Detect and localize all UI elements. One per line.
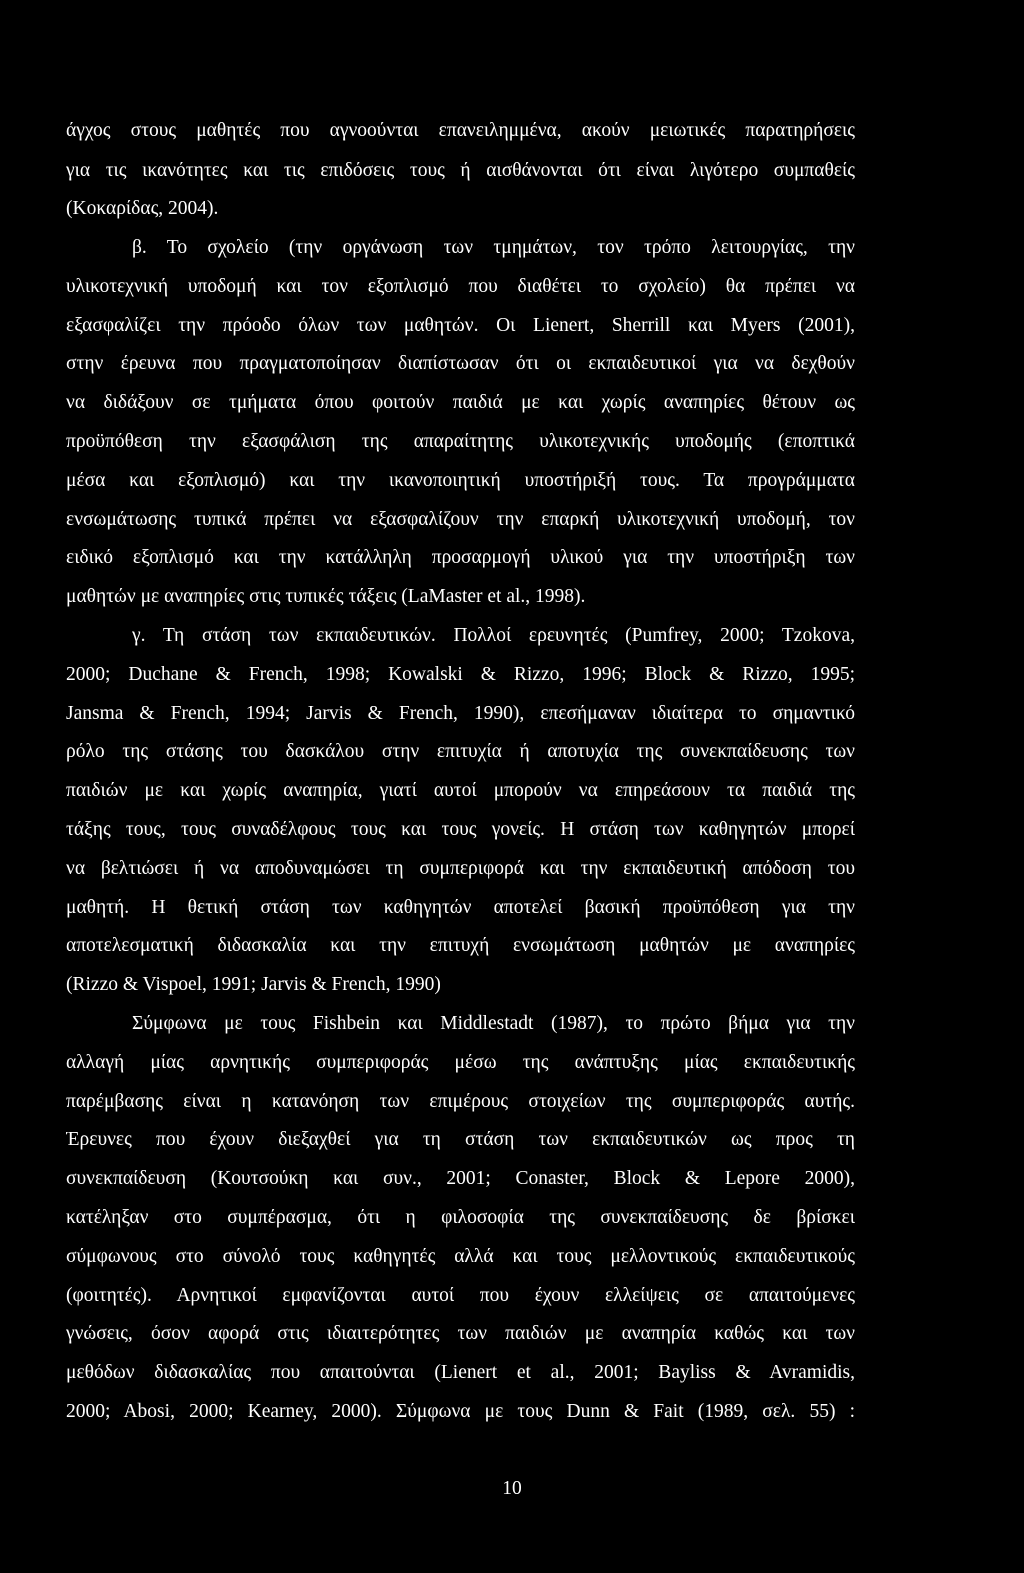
text-line: άγχος στους μαθητές που αγνοούνται επανειλημμένα, ακούν μειωτικές παρατηρήσεις — [66, 120, 855, 141]
page-number: 10 — [502, 1478, 522, 1499]
text-line: να διδάξουν σε τμήματα όπου φοιτούν παιδιά με και χωρίς αναπηρίες θέτουν ως — [66, 392, 855, 413]
text-line: Σύμφωνα με τους Fishbein και Middlestadt (1987), το πρώτο βήμα για την — [132, 1013, 855, 1034]
text-line: 2000; Abosi, 2000; Kearney, 2000). Σύμφωνα με τους Dunn & Fait (1989, σελ. 55) : — [66, 1401, 855, 1422]
text-line: μέσα και εξοπλισμό) και την ικανοποιητική υποστήριξή τους. Τα προγράμματα — [66, 470, 855, 491]
text-line: Jansma & French, 1994; Jarvis & French, 1990), επεσήμαναν ιδιαίτερα το σημαντικό — [66, 703, 855, 724]
text-line: στην έρευνα που πραγματοποίησαν διαπίστωσαν ότι οι εκπαιδευτικοί για να δεχθούν — [66, 353, 855, 374]
text-line: κατέληξαν στο συμπέρασμα, ότι η φιλοσοφία της συνεκπαίδευσης δε βρίσκει — [66, 1207, 855, 1228]
text-line: προϋπόθεση την εξασφάλιση της απαραίτητης υλικοτεχνικής υποδομής (εποπτικά — [66, 431, 855, 452]
text-line: (Κοκαρίδας, 2004). — [66, 198, 219, 219]
text-line: συνεκπαίδευση (Κουτσούκη και συν., 2001; Conaster, Block & Lepore 2000), — [66, 1168, 855, 1189]
text-line: για τις ικανότητες και τις επιδόσεις τους ή αισθάνονται ότι είναι λιγότερο συμπαθείς — [66, 160, 855, 181]
text-line: παιδιών με και χωρίς αναπηρία, γιατί αυτοί μπορούν να επηρεάσουν τα παιδιά της — [66, 780, 855, 801]
text-line: σύμφωνους στο σύνολό τους καθηγητές αλλά και τους μελλοντικούς εκπαιδευτικούς — [66, 1246, 855, 1267]
text-line: μαθητή. Η θετική στάση των καθηγητών αποτελεί βασική προϋπόθεση για την — [66, 897, 855, 918]
text-line: Έρευνες που έχουν διεξαχθεί για τη στάση των εκπαιδευτικών ως προς τη — [66, 1129, 855, 1150]
text-line: αλλαγή μίας αρνητικής συμπεριφοράς μέσω της ανάπτυξης μίας εκπαιδευτικής — [66, 1052, 855, 1073]
text-line: να βελτιώσει ή να αποδυναμώσει τη συμπεριφορά και την εκπαιδευτική απόδοση του — [66, 858, 855, 879]
text-line: ρόλο της στάσης του δασκάλου στην επιτυχία ή αποτυχία της συνεκπαίδευσης των — [66, 741, 855, 762]
text-line: γ. Τη στάση των εκπαιδευτικών. Πολλοί ερευνητές (Pumfrey, 2000; Tzokova, — [132, 625, 855, 646]
text-line: ειδικό εξοπλισμό και την κατάλληλη προσαρμογή υλικού για την υποστήριξη των — [66, 547, 855, 568]
text-line: εξασφαλίζει την πρόοδο όλων των μαθητών. Οι Lienert, Sherrill και Myers (2001), — [66, 315, 855, 336]
text-line: τάξης τους, τους συναδέλφους τους και τους γονείς. Η στάση των καθηγητών μπορεί — [66, 819, 855, 840]
text-line: (φοιτητές). Αρνητικοί εμφανίζονται αυτοί που έχουν ελλείψεις σε απαιτούμενες — [66, 1285, 855, 1306]
text-line: παρέμβασης είναι η κατανόηση των επιμέρους στοιχείων της συμπεριφοράς αυτής. — [66, 1091, 855, 1112]
text-line: μαθητών με αναπηρίες στις τυπικές τάξεις (LaMaster et al., 1998). — [66, 586, 586, 607]
text-line: γνώσεις, όσον αφορά στις ιδιαιτερότητες των παιδιών με αναπηρία καθώς και των — [66, 1323, 855, 1344]
text-line: ενσωμάτωσης τυπικά πρέπει να εξασφαλίζουν την επαρκή υλικοτεχνική υποδομή, τον — [66, 509, 855, 530]
text-line: μεθόδων διδασκαλίας που απαιτούνται (Lienert et al., 2001; Bayliss & Avramidis, — [66, 1362, 855, 1383]
text-line: αποτελεσματική διδασκαλία και την επιτυχή ενσωμάτωση μαθητών με αναπηρίες — [66, 935, 855, 956]
text-line: υλικοτεχνική υποδομή και τον εξοπλισμό που διαθέτει το σχολείο) θα πρέπει να — [66, 276, 855, 297]
text-line: β. Το σχολείο (την οργάνωση των τμημάτων, τον τρόπο λειτουργίας, την — [132, 237, 855, 258]
text-line: (Rizzo & Vispoel, 1991; Jarvis & French, 1990) — [66, 974, 441, 995]
text-line: 2000; Duchane & French, 1998; Kowalski & Rizzo, 1996; Block & Rizzo, 1995; — [66, 664, 855, 685]
